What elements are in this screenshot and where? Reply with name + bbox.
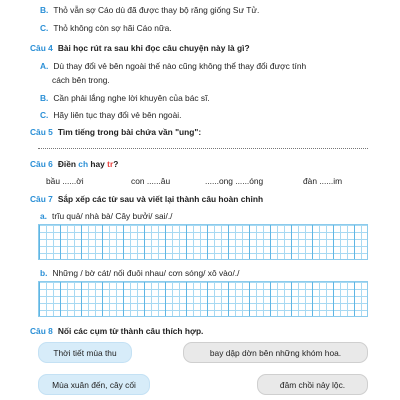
- q6-item-4[interactable]: đàn ......im: [303, 176, 343, 186]
- question-label: Câu 6: [30, 159, 53, 169]
- match-right-1[interactable]: bay dập dờn bên những khóm hoa.: [183, 342, 368, 363]
- q7-part-b: [40, 268, 239, 278]
- part-text: Những / bờ cát/ nối đuôi nhau/ cơn sóng/ xô vào/./: [52, 268, 240, 278]
- option-letter: B.: [40, 93, 49, 103]
- q8-heading: [30, 326, 203, 336]
- question-suffix: ?: [113, 159, 119, 169]
- option-letter: C.: [40, 23, 49, 33]
- q4-option-a: [40, 61, 306, 71]
- question-label: Câu 5: [30, 127, 53, 137]
- q3-option-c: [40, 23, 172, 33]
- ch-letters: ch: [78, 159, 89, 169]
- q4-option-a-cont: cách bên trong.: [52, 75, 110, 85]
- option-letter: A.: [40, 61, 49, 71]
- q5-heading: [30, 127, 201, 137]
- q4-heading: [30, 43, 250, 53]
- question-text: Tìm tiếng trong bài chứa vần "ung":: [57, 127, 202, 137]
- q6-item-2[interactable]: con ......âu: [131, 176, 171, 186]
- part-letter: a.: [40, 211, 47, 221]
- q4-option-b: [40, 93, 210, 103]
- question-label: Câu 8: [30, 326, 53, 336]
- match-right-2[interactable]: đâm chồi nảy lộc.: [257, 374, 368, 395]
- option-letter: B.: [40, 5, 49, 15]
- q7-heading: [30, 194, 263, 204]
- q7-part-a: [40, 211, 173, 221]
- question-hay: hay: [90, 159, 105, 169]
- q5-answer-line[interactable]: [38, 148, 368, 149]
- writing-grid-a[interactable]: [38, 224, 368, 260]
- q6-item-3[interactable]: ......ong ......óng: [205, 176, 264, 186]
- writing-grid-b[interactable]: [38, 281, 368, 317]
- option-letter: C.: [40, 110, 49, 120]
- tr-letters: tr: [107, 159, 114, 169]
- q6-item-1[interactable]: bầu ......ời: [46, 176, 84, 186]
- part-letter: b.: [40, 268, 48, 278]
- part-text: trĩu quả/ nhà bà/ Cây bưởi/ sai/./: [52, 211, 173, 221]
- question-text: Nối các cụm từ thành câu thích hợp.: [57, 326, 204, 336]
- option-text: Thỏ không còn sợ hãi Cáo nữa.: [53, 23, 172, 33]
- option-text: Cần phải lắng nghe lời khuyên của bác sĩ.: [53, 93, 210, 103]
- q3-option-b: [40, 5, 259, 15]
- option-text: Hãy liên tục thay đổi vẻ bên ngoài.: [53, 110, 182, 120]
- q4-option-c: [40, 110, 181, 120]
- match-left-1[interactable]: Thời tiết mùa thu: [38, 342, 132, 363]
- match-left-2[interactable]: Mùa xuân đến, cây cối: [38, 374, 150, 395]
- question-label: Câu 4: [30, 43, 53, 53]
- option-text: Thỏ vẫn sợ Cáo dù đã được thay bộ răng giống Sư Tử.: [53, 5, 260, 15]
- question-text: Sắp xếp các từ sau và viết lại thành câu hoàn chỉnh: [57, 194, 264, 204]
- question-prefix: Điền: [57, 159, 76, 169]
- question-text: Bài học rút ra sau khi đọc câu chuyện này là gì?: [57, 43, 250, 53]
- q6-heading: [30, 159, 118, 169]
- option-text: Dù thay đổi vẻ bên ngoài thế nào cũng không thể thay đổi được tính: [53, 61, 307, 71]
- question-label: Câu 7: [30, 194, 53, 204]
